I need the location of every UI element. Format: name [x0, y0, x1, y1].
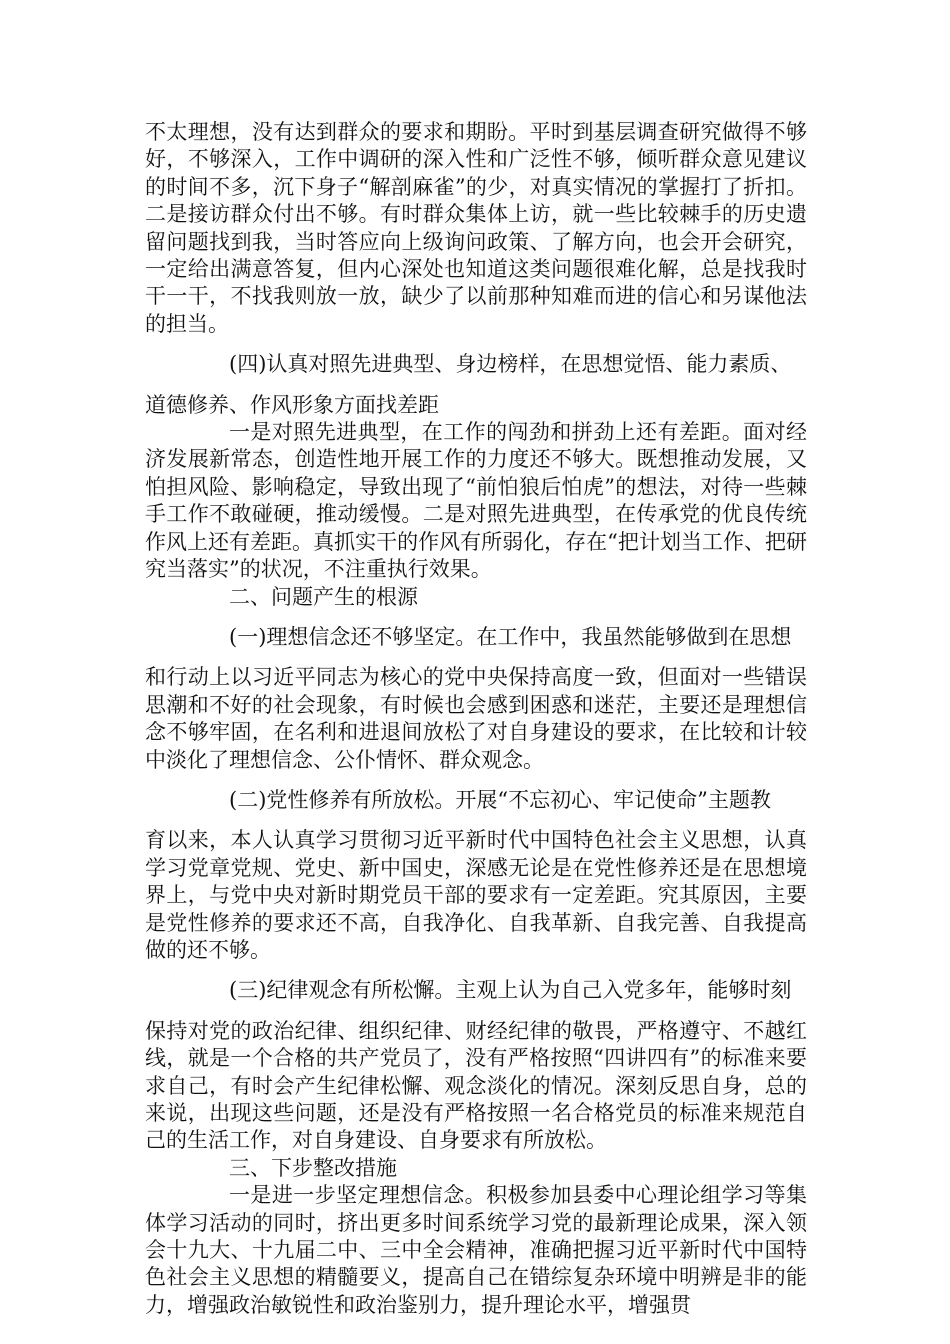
paragraph-item-3: 保持对党的政治纪律、组织纪律、财经纪律的敬畏，严格遵守、不越红线，就是一个合格的共产党员了，没有严格按照“四讲四有”的标准来要求自己，有时会产生纪律松懈、观念淡化的情况。深刻反思自身，总的来说，出现这些问题，还是没有严格按照一名合格党员的标准来规范自己的生活工作，对自身建设、自身要求有所放松。: [145, 1018, 807, 1153]
paragraph-item-2: 育以来，本人认真学习贯彻习近平新时代中国特色社会主义思想，认真学习党章党规、党史、新中国史，深感无论是在党性修养还是在思想境界上，与党中央对新时期党员干部的要求有一定差距。究其原因，主要是党性修养的要求还不高，自我净化、自我革新、自我完善、自我提高做的还不够。: [145, 828, 807, 962]
paragraph-item-1: 和行动上以习近平同志为核心的党中央保持高度一致，但面对一些错误思潮和不好的社会现象，有时候也会感到困惑和迷茫，主要还是理想信念不够牢固，在名利和进退间放松了对自身建设的要求，在比较和计较中淡化了理想信念、公仆情怀、群众观念。: [145, 665, 807, 772]
paragraph-measure-1: 一是进一步坚定理想信念。积极参加县委中心理论组学习等集体学习活动的同时，挤出更多时间系统学习党的最新理论成果，深入领会十九大、十九届二中、三中全会精神，准确把握习近平新时代中国特色社会主义思想的精髓要义，提高自己在错综复杂环境中明辨是非的能力，增强政治敏锐性和政治鉴别力，提升理论水平，增强贯: [145, 1183, 807, 1317]
heading-section-4-cont: 道德修养、作风形象方面找差距: [145, 392, 439, 417]
heading-part-2: 二、问题产生的根源: [229, 584, 418, 609]
heading-item-1: (一)理想信念还不够坚定。在工作中，我虽然能够做到在思想: [229, 624, 792, 649]
heading-part-3: 三、下步整改措施: [229, 1155, 397, 1180]
paragraph-intro: 不太理想，没有达到群众的要求和期盼。平时到基层调查研究做得不够好，不够深入，工作中调研的深入性和广泛性不够，倾听群众意见建议的时间不多，沉下身子“解剖麻雀”的少，对真实情况的掌握打了折扣。二是接访群众付出不够。有时群众集体上访，就一些比较棘手的历史遗留问题找到我，当时答应向上级询问政策、了解方向，也会开会研究，一定给出满意答复，但内心深处也知道这类问题很难化解，总是找我时干一干，不找我则放一放，缺少了以前那种知难而进的信心和另谋他法的担当。: [145, 120, 807, 336]
paragraph-typical: 一是对照先进典型，在工作的闯劲和拼劲上还有差距。面对经济发展新常态，创造性地开展工作的力度还不够大。既想推动发展，又怕担风险、影响稳定，导致出现了“前怕狼后怕虎”的想法，对待一些棘手工作不敢碰硬，推动缓慢。二是对照先进典型，在传承党的优良传统作风上还有差距。真抓实干的作风有所弱化，存在“把计划当工作、把研究当落实”的状况，不注重执行效果。: [145, 420, 807, 582]
document-page: [145, 119, 807, 1319]
heading-item-3: (三)纪律观念有所松懈。主观上认为自己入党多年，能够时刻: [229, 978, 792, 1003]
heading-item-2: (二)党性修养有所放松。开展“不忘初心、牢记使命”主题教: [229, 787, 771, 812]
heading-section-4: (四)认真对照先进典型、身边榜样，在思想觉悟、能力素质、: [229, 352, 792, 377]
